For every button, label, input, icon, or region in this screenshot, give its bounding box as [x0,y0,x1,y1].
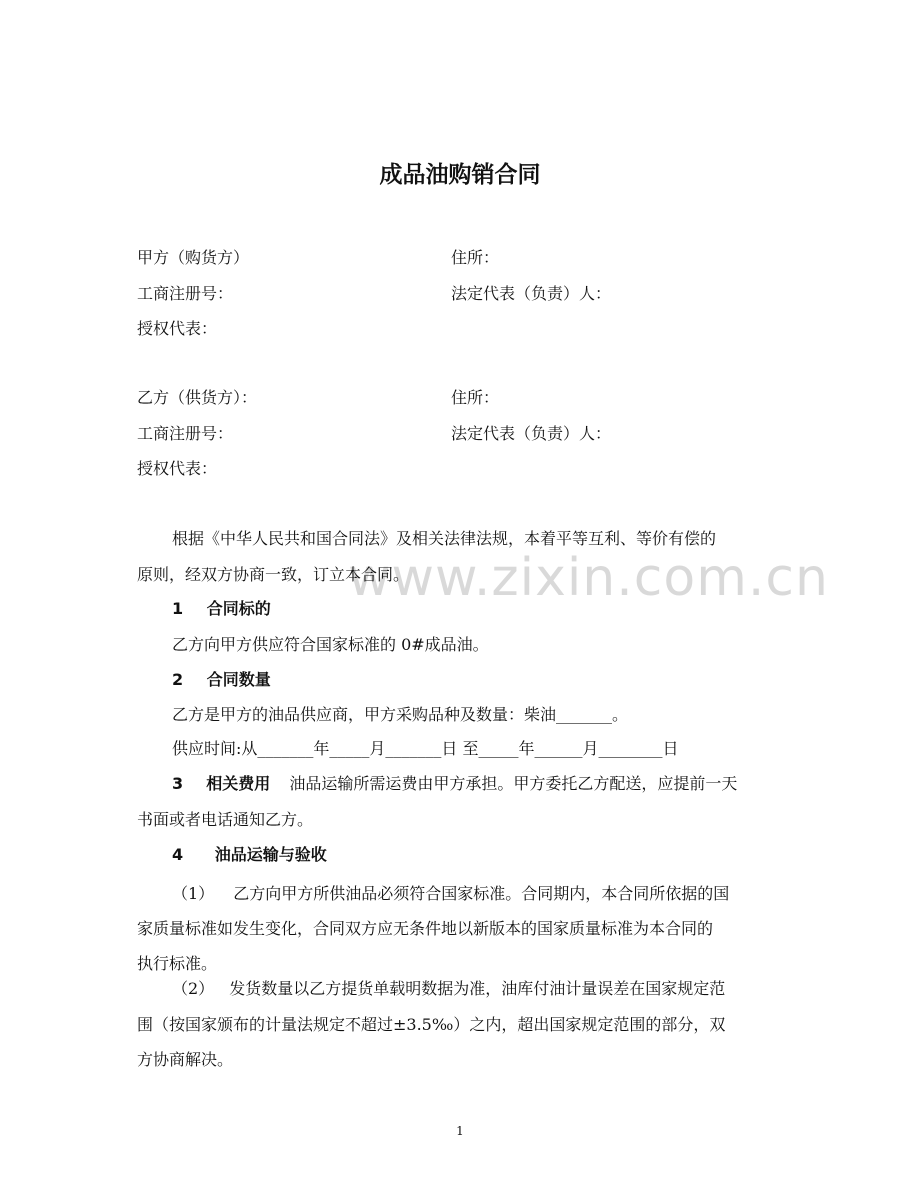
intro-line-1: 根据《中华人民共和国合同法》及相关法律法规，本着平等互利、等价有偿的 [172,529,717,548]
party-b-auth-rep-label: 授权代表： [137,459,218,478]
section-1-heading [172,599,271,619]
section-4-item-1-text-2: 家质量标准如发生变化，合同双方应无条件地以新版本的国家质量标准为本合同的 [137,919,714,938]
party-b-address-label: 住所： [451,388,500,407]
section-4-item-2-text-1: 发货数量以乙方提货单载明数据为准，油库付油计量误差在国家规定范 [229,979,726,998]
section-4-number: 4 [172,845,184,864]
section-4-item-1-text-3: 执行标准。 [137,954,218,973]
section-4-item-2-line-1 [172,979,725,999]
party-a-address-label: 住所： [451,248,500,267]
section-4-item-1-line-1 [172,884,729,904]
intro-line-2: 原则，经双方协商一致，订立本合同。 [137,565,410,584]
page-number: 1 [456,1124,464,1138]
section-1-number: 1 [172,599,184,618]
section-4-item-1-text-1: 乙方向甲方所供油品必须符合国家标准。合同期内，本合同所依据的国 [233,884,730,903]
section-2-number: 2 [172,670,184,689]
section-3-title: 相关费用 [206,774,271,793]
section-1-text: 乙方向甲方供应符合国家标准的 0#成品油。 [172,635,489,654]
party-b-legal-rep-label: 法定代表（负责）人： [451,424,612,443]
party-a-legal-rep-label: 法定代表（负责）人： [451,284,612,303]
section-4-item-1-label: （1） [172,884,215,903]
section-4-title: 油品运输与验收 [214,845,327,864]
section-2-quantity-line: 乙方是甲方的油品供应商，甲方采购品种及数量：柴油_______。 [172,705,629,724]
section-3-text-2: 书面或者电话通知乙方。 [137,810,314,829]
section-2-heading [172,670,271,690]
section-3-number: 3 [172,774,184,793]
section-3-text-1: 油品运输所需运费由甲方承担。甲方委托乙方配送，应提前一天 [289,774,738,793]
section-1-title: 合同标的 [206,599,271,618]
watermark: www.zixin.com.cn [348,548,829,608]
party-a-name-label: 甲方（购货方） [137,248,250,267]
section-4-item-2-label: （2） [172,979,215,998]
party-b-name-label: 乙方（供货方）： [137,388,258,407]
section-2-title: 合同数量 [206,670,271,689]
party-a-reg-label: 工商注册号： [137,284,234,303]
party-a-auth-rep-label: 授权代表： [137,319,218,338]
section-4-item-2-text-3: 方协商解决。 [137,1050,234,1069]
section-3-line-1 [172,774,737,794]
section-4-item-2-text-2: 围（按国家颁布的计量法规定不超过±3.5‰）之内，超出国家规定范围的部分，双 [137,1015,726,1034]
section-2-period-line: 供应时间:从_______年_____月_______日 至_____年______月________日 [172,739,679,758]
document-title: 成品油购销合同 [379,162,541,188]
section-4-heading [172,845,327,865]
party-b-reg-label: 工商注册号： [137,424,234,443]
